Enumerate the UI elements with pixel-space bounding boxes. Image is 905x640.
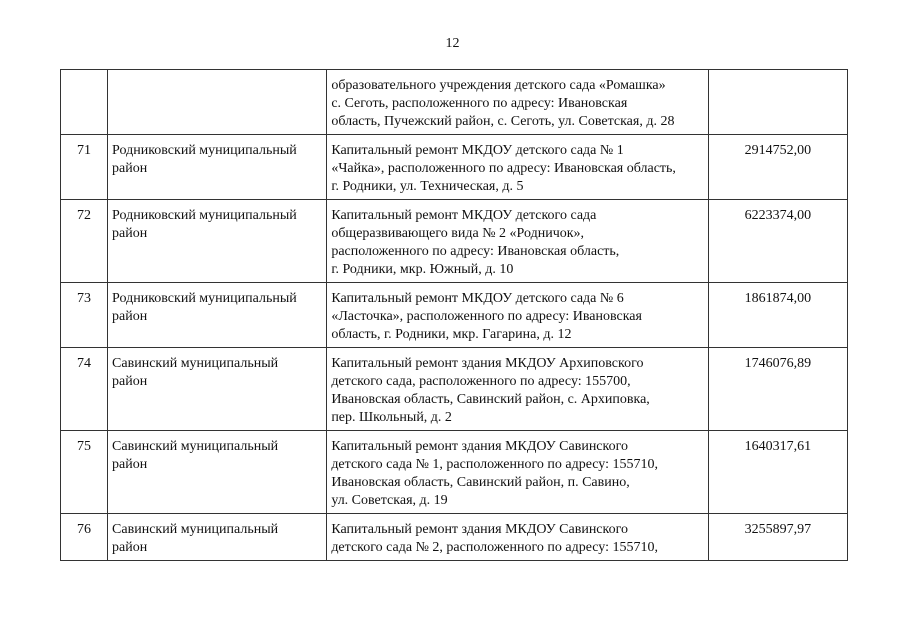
- district-cell: [108, 70, 327, 135]
- row-number: 73: [61, 283, 108, 348]
- amount-cell: 6223374,00: [708, 200, 847, 283]
- table-row: [61, 348, 848, 431]
- description-cell: [327, 135, 708, 200]
- description-line: Ивановская область, Савинский район, п. Савино,: [331, 475, 630, 490]
- table-row: [61, 70, 848, 135]
- description-line: область, г. Родники, мкр. Гагарина, д. 12: [331, 327, 572, 342]
- district-line: район: [112, 540, 148, 555]
- district-line: Родниковский муниципальный: [112, 291, 297, 306]
- description-cell: [327, 283, 708, 348]
- district-cell: [108, 200, 327, 283]
- district-line: Савинский муниципальный: [112, 439, 279, 454]
- description-cell: [327, 70, 708, 135]
- district-line: Савинский муниципальный: [112, 356, 279, 371]
- table-row: [61, 514, 848, 561]
- description-line: Капитальный ремонт МКДОУ детского сада: [331, 208, 597, 223]
- description-line: «Ласточка», расположенного по адресу: Ивановская: [331, 309, 642, 324]
- row-number: 71: [61, 135, 108, 200]
- description-line: общеразвивающего вида № 2 «Родничок»,: [331, 226, 585, 241]
- description-line: Ивановская область, Савинский район, с. Архиповка,: [331, 392, 650, 407]
- description-line: ул. Советская, д. 19: [331, 493, 448, 508]
- amount-cell: 3255897,97: [708, 514, 847, 561]
- district-cell: [108, 348, 327, 431]
- district-cell: [108, 283, 327, 348]
- description-line: образовательного учреждения детского сада «Ромашка»: [331, 78, 666, 93]
- district-line: Родниковский муниципальный: [112, 208, 297, 223]
- district-line: район: [112, 226, 148, 241]
- description-line: область, Пучежский район, с. Сеготь, ул. Советская, д. 28: [331, 114, 675, 129]
- description-cell: [327, 348, 708, 431]
- district-cell: [108, 514, 327, 561]
- description-cell: [327, 200, 708, 283]
- table-row: [61, 200, 848, 283]
- district-cell: [108, 431, 327, 514]
- description-line: детского сада, расположенного по адресу: 155700,: [331, 374, 631, 389]
- description-line: Капитальный ремонт здания МКДОУ Архиповского: [331, 356, 644, 371]
- description-line: детского сада № 2, расположенного по адресу: 155710,: [331, 540, 659, 555]
- row-number: [61, 70, 108, 135]
- description-line: Капитальный ремонт МКДОУ детского сада № 1: [331, 143, 624, 158]
- description-line: Капитальный ремонт МКДОУ детского сада № 6: [331, 291, 624, 306]
- amount-cell: 2914752,00: [708, 135, 847, 200]
- district-cell: [108, 135, 327, 200]
- description-line: с. Сеготь, расположенного по адресу: Ивановская: [331, 96, 628, 111]
- description-line: «Чайка», расположенного по адресу: Ивановская область,: [331, 161, 676, 176]
- district-line: район: [112, 457, 148, 472]
- district-line: Савинский муниципальный: [112, 522, 279, 537]
- amount-cell: 1746076,89: [708, 348, 847, 431]
- row-number: 75: [61, 431, 108, 514]
- page-number: 12: [445, 36, 460, 51]
- row-number: 76: [61, 514, 108, 561]
- district-line: район: [112, 161, 148, 176]
- amount-cell: 1861874,00: [708, 283, 847, 348]
- amount-cell: 1640317,61: [708, 431, 847, 514]
- description-cell: [327, 514, 708, 561]
- row-number: 72: [61, 200, 108, 283]
- table-row: [61, 283, 848, 348]
- table-row: [61, 431, 848, 514]
- description-line: г. Родники, мкр. Южный, д. 10: [331, 262, 514, 277]
- table-body: [61, 70, 848, 561]
- funding-table: [60, 69, 848, 561]
- description-cell: [327, 431, 708, 514]
- table-row: [61, 135, 848, 200]
- description-line: детского сада № 1, расположенного по адресу: 155710,: [331, 457, 659, 472]
- district-line: район: [112, 374, 148, 389]
- district-line: район: [112, 309, 148, 324]
- description-line: Капитальный ремонт здания МКДОУ Савинского: [331, 439, 629, 454]
- description-line: расположенного по адресу: Ивановская область,: [331, 244, 620, 259]
- description-line: пер. Школьный, д. 2: [331, 410, 452, 425]
- amount-cell: [708, 70, 847, 135]
- district-line: Родниковский муниципальный: [112, 143, 297, 158]
- description-line: Капитальный ремонт здания МКДОУ Савинского: [331, 522, 629, 537]
- description-line: г. Родники, ул. Техническая, д. 5: [331, 179, 524, 194]
- row-number: 74: [61, 348, 108, 431]
